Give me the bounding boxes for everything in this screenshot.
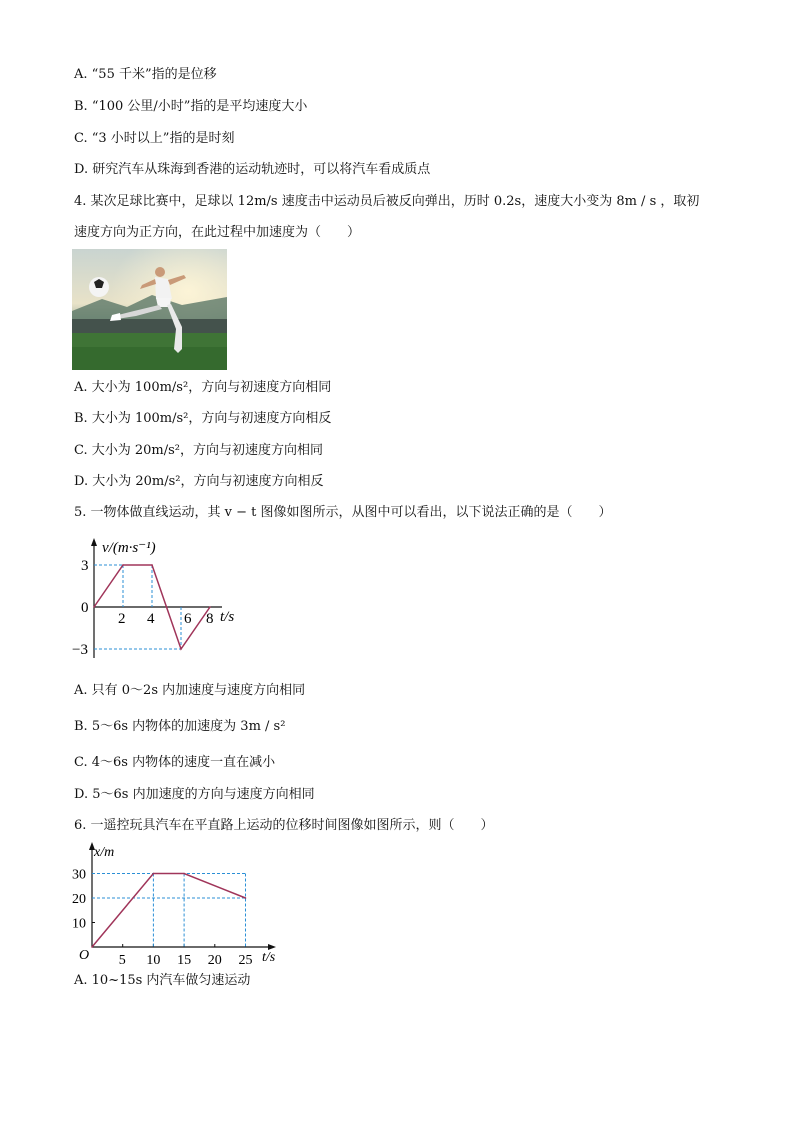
vt-point — [151, 564, 153, 566]
q5-option-b: B. 5～6s 内物体的加速度为 3m / s² — [74, 719, 286, 734]
vt-y-tick-label: 3 — [81, 558, 89, 574]
xt-x-tick-label: 15 — [177, 953, 192, 968]
vt-y-arrow — [91, 538, 97, 546]
q6-stem: 6. 一遥控玩具汽车在平直路上运动的位移时间图像如图所示，则（ ） — [74, 818, 494, 833]
xt-y-tick-label: 10 — [72, 916, 86, 932]
q4-option-b: B. 大小为 100m/s²，方向与初速度方向相反 — [74, 411, 332, 426]
xt-point — [183, 873, 185, 875]
soccer-player-photo — [72, 249, 227, 370]
vt-x-tick-label: 6 — [184, 611, 192, 627]
xt-point — [245, 897, 247, 899]
q5-stem: 5. 一物体做直线运动，其 v − t 图像如图所示，从图中可以看出，以下说法正确的是（ ） — [74, 505, 612, 520]
xt-x-tick-label: 25 — [238, 953, 253, 968]
vt-x-tick-label: 4 — [147, 611, 155, 627]
q3-option-c: C. “3 小时以上”指的是时刻 — [74, 131, 235, 146]
xt-y-tick-label: 20 — [72, 892, 86, 907]
q4-option-a: A. 大小为 100m/s²，方向与初速度方向相同 — [74, 380, 332, 395]
xt-x-tick-label: 5 — [118, 953, 126, 968]
q6-option-a: A. 10~15s 内汽车做匀速运动 — [74, 973, 251, 988]
xt-y-tick-label: 30 — [72, 867, 86, 883]
q4-stem-line1: 4. 某次足球比赛中，足球以 12m/s 速度击中运动员后被反向弹出，历时 0.2s，速度大小变为 8m / s ，取初 — [74, 194, 700, 209]
vt-point — [209, 606, 211, 608]
q5-option-d: D. 5～6s 内加速度的方向与速度方向相同 — [74, 787, 315, 802]
vt-ylabel: v/(m·s⁻¹) — [102, 540, 156, 556]
xt-origin-label: O — [79, 948, 90, 963]
vt-point — [180, 648, 182, 650]
xt-ylabel: x/m — [94, 845, 115, 860]
xt-xlabel: t/s — [262, 950, 276, 965]
vt-y-tick-label: 0 — [81, 600, 89, 616]
q5-option-a: A. 只有 0～2s 内加速度与速度方向相同 — [74, 683, 306, 698]
vt-point — [122, 564, 124, 566]
vt-point — [93, 606, 95, 608]
xt-x-tick-label: 10 — [146, 953, 161, 968]
q4-stem-line2: 速度方向为正方向，在此过程中加速度为（ ） — [74, 225, 361, 240]
q4-option-c: C. 大小为 20m/s²，方向与初速度方向相同 — [74, 443, 324, 458]
vt-graph — [70, 532, 260, 664]
vt-x-tick-label: 8 — [206, 611, 214, 627]
vt-x-tick-label: 2 — [118, 611, 126, 627]
xt-series-line — [92, 874, 246, 948]
vt-xlabel: t/s — [220, 609, 235, 625]
xt-graph — [70, 838, 290, 970]
q3-option-a: A. “55 千米”指的是位移 — [74, 67, 217, 82]
q4-option-d: D. 大小为 20m/s²，方向与初速度方向相反 — [74, 474, 324, 489]
xt-x-tick-label: 20 — [207, 953, 222, 968]
vt-y-tick-label: −3 — [72, 642, 88, 658]
q5-option-c: C. 4～6s 内物体的速度一直在减小 — [74, 755, 276, 770]
q3-option-d: D. 研究汽车从珠海到香港的运动轨迹时，可以将汽车看成质点 — [74, 162, 431, 177]
xt-point — [153, 873, 155, 875]
xt-point — [91, 946, 93, 948]
q3-option-b: B. “100 公里/小时”指的是平均速度大小 — [74, 99, 308, 114]
vt-point — [166, 606, 168, 608]
